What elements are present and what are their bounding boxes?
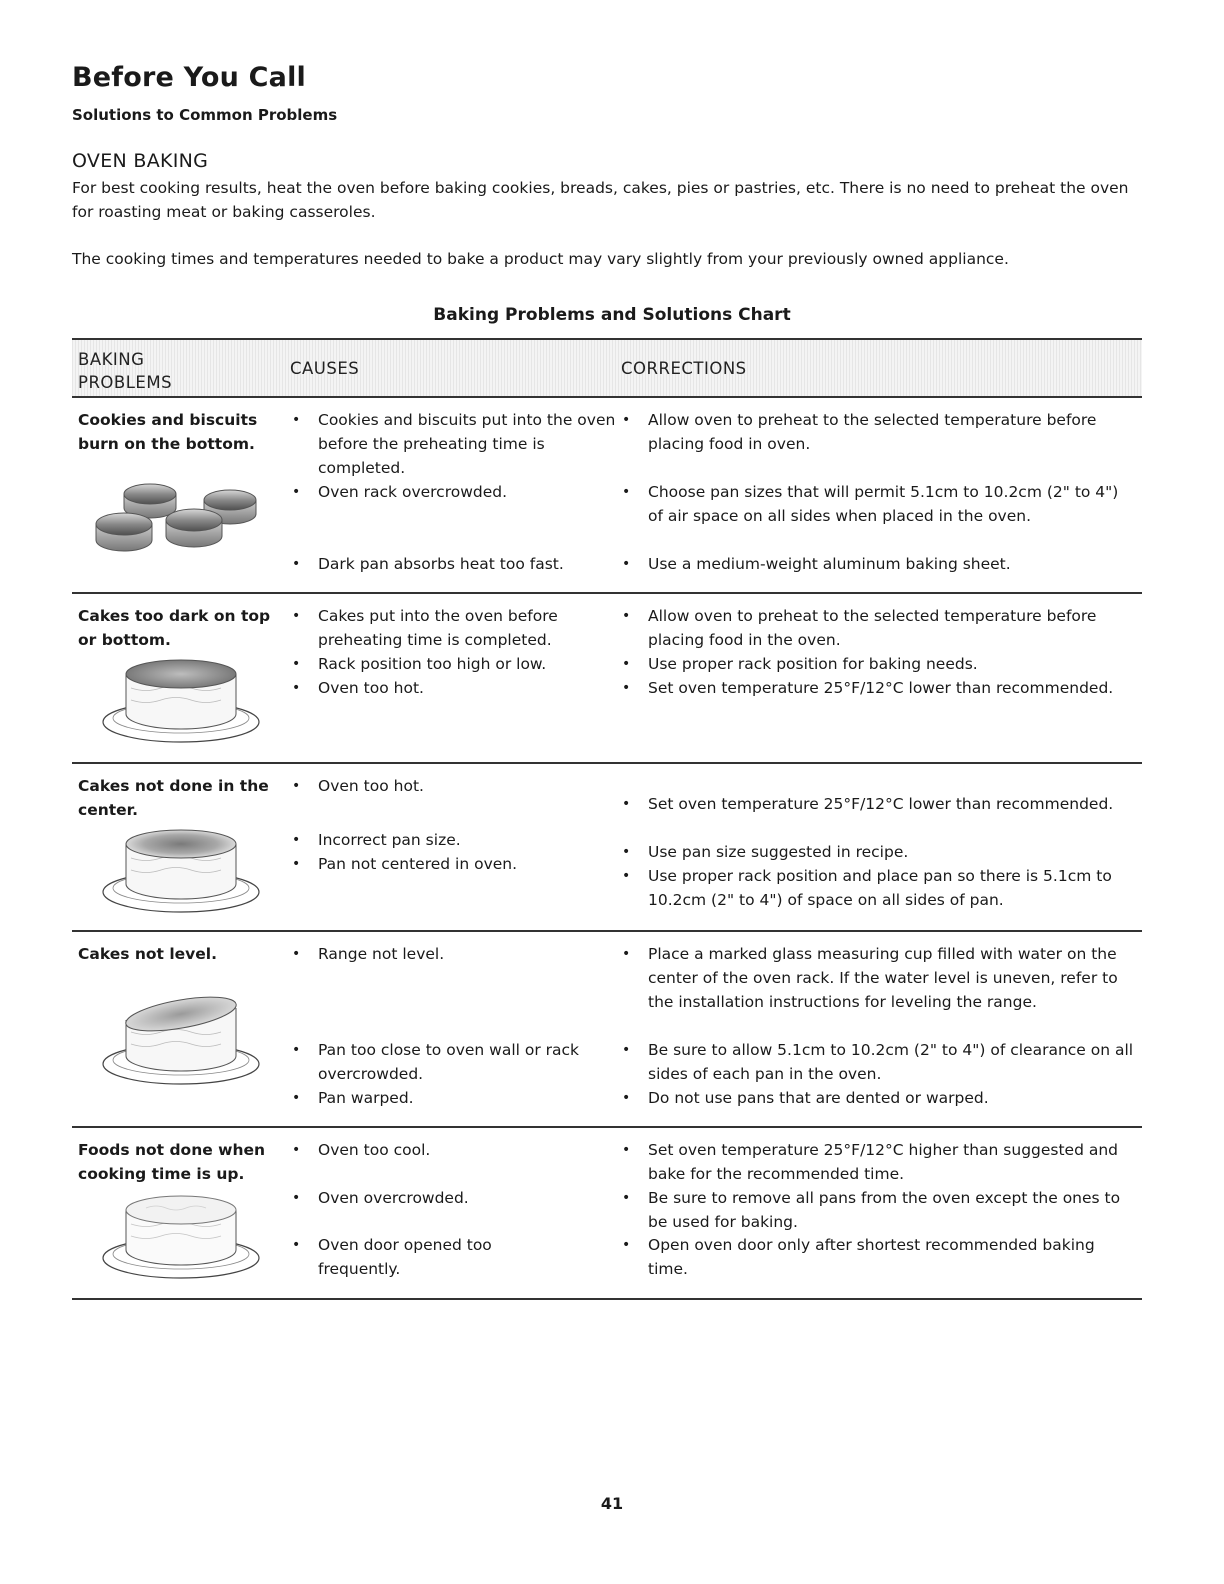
cause-item: Oven too hot. bbox=[318, 777, 424, 795]
problem-label: Cakes not level. bbox=[78, 945, 217, 963]
correction-item: Open oven door only after shortest recommended baking time. bbox=[648, 1236, 1095, 1278]
cause-item: Range not level. bbox=[318, 945, 445, 963]
table-row: Cakes not level. • Range not level. • Pan too close to oven wall or rack overcrowded. • Pan warped. • Place a marked glass measuring cup filled with water on the center of the oven rack. If the water level is uneven, refer to the installation instructions for leveling the range. • Be sure to allow 5.1cm to 10.2cm (2" to 4") of clearance on all sides of each pan in the oven. • Do not use pans that are dented or warped. bbox=[72, 932, 1142, 1128]
cause-item: Oven too hot. bbox=[318, 679, 424, 697]
correction-item: Allow oven to preheat to the selected temperature before placing food in oven. bbox=[648, 411, 1097, 453]
column-header-problems: BAKING PROBLEMS bbox=[78, 350, 173, 392]
cause-item: Pan not centered in oven. bbox=[318, 855, 518, 873]
correction-item: Set oven temperature 25°F/12°C lower than recommended. bbox=[648, 795, 1114, 813]
correction-item: Use proper rack position for baking needs. bbox=[648, 655, 978, 673]
cause-item: Incorrect pan size. bbox=[318, 831, 461, 849]
correction-item: Choose pan sizes that will permit 5.1cm to 10.2cm (2" to 4") of air space on all sides when placed in the oven. bbox=[648, 483, 1119, 525]
cause-item: Cakes put into the oven before preheating time is completed. bbox=[318, 607, 558, 649]
column-header-causes: CAUSES bbox=[290, 359, 360, 378]
table-header bbox=[72, 338, 1142, 398]
correction-item: Set oven temperature 25°F/12°C lower than recommended. bbox=[648, 679, 1114, 697]
correction-item: Use proper rack position and place pan so there is 5.1cm to 10.2cm (2" to 4") of space on all sides of pan. bbox=[648, 867, 1112, 909]
cause-item: Pan warped. bbox=[318, 1089, 414, 1107]
dark-top-cake-illustration bbox=[86, 658, 276, 748]
cause-item: Oven overcrowded. bbox=[318, 1189, 469, 1207]
correction-item: Use pan size suggested in recipe. bbox=[648, 843, 909, 861]
problem-label: Cakes too dark on top or bottom. bbox=[78, 607, 271, 649]
page-number: 41 bbox=[600, 1494, 624, 1513]
problem-label: Foods not done when cooking time is up. bbox=[78, 1141, 266, 1183]
section-heading: OVEN BAKING bbox=[72, 150, 209, 172]
table-row: Foods not done when cooking time is up. • Oven too cool. • Oven overcrowded. • Oven door opened too frequently. • Set oven temperature 25°F/12°C higher than suggested and bake for the recommended time. • Be sure to remove all pans from the oven except the ones to be used for baking. • Open oven door only after shortest recommended baking time. bbox=[72, 1128, 1142, 1300]
cause-item: Oven rack overcrowded. bbox=[318, 483, 508, 501]
cause-item: Rack position too high or low. bbox=[318, 655, 547, 673]
cause-item: Dark pan absorbs heat too fast. bbox=[318, 555, 564, 573]
cause-item: Oven too cool. bbox=[318, 1141, 431, 1159]
table-row: Cakes not done in the center. • Oven too hot. • Incorrect pan size. • Pan not centered in oven. • Set oven temperature 25°F/12°C lower than recommended. • Use pan size suggested in recipe. • Use proper rack position and place pan so there is 5.1cm to 10.2cm (2" to 4") of space on all sides of pan. bbox=[72, 764, 1142, 932]
cause-item: Pan too close to oven wall or rack overcrowded. bbox=[318, 1041, 580, 1083]
tilted-cake-illustration bbox=[86, 994, 276, 1090]
correction-item: Do not use pans that are dented or warped. bbox=[648, 1089, 989, 1107]
correction-item: Place a marked glass measuring cup filled with water on the center of the oven rack. If the water level is uneven, refer to the installation instructions for leveling the range. bbox=[648, 945, 1118, 1011]
page-title: Before You Call bbox=[72, 62, 307, 93]
page-subtitle: Solutions to Common Problems bbox=[72, 106, 338, 124]
cause-item: Cookies and biscuits put into the oven before the preheating time is completed. bbox=[318, 411, 616, 477]
correction-item: Allow oven to preheat to the selected temperature before placing food in the oven. bbox=[648, 607, 1097, 649]
correction-item: Be sure to allow 5.1cm to 10.2cm (2" to 4") of clearance on all sides of each pan in the oven. bbox=[648, 1041, 1134, 1083]
problem-label: Cakes not done in the center. bbox=[78, 777, 269, 819]
baking-problems-table bbox=[72, 338, 1142, 1300]
column-header-corrections: CORRECTIONS bbox=[621, 359, 747, 378]
chart-title: Baking Problems and Solutions Chart bbox=[433, 305, 791, 325]
cookies-illustration bbox=[86, 480, 276, 566]
correction-item: Use a medium-weight aluminum baking sheet. bbox=[648, 555, 1011, 573]
pale-cake-illustration bbox=[86, 1192, 276, 1284]
undone-center-cake-illustration bbox=[86, 828, 276, 918]
table-row: Cookies and biscuits burn on the bottom. • Cookies and biscuits put into the oven before the preheating time is completed. • Oven rack overcrowded. • Dark pan absorbs heat too fast. • Allow oven to preheat to the selected temperature before placing food in oven. • Choose pan sizes that will permit 5.1cm to 10.2cm (2" to 4") of air space on all sides when placed in the oven. • Use a medium-weight aluminum baking sheet. bbox=[72, 398, 1142, 594]
problem-label: Cookies and biscuits burn on the bottom. bbox=[78, 411, 258, 453]
correction-item: Be sure to remove all pans from the oven except the ones to be used for baking. bbox=[648, 1189, 1121, 1231]
table-row: Cakes too dark on top or bottom. • Cakes put into the oven before preheating time is completed. • Rack position too high or low. • Oven too hot. • Allow oven to preheat to the selected temperature before placing food in the oven. • Use proper rack position for baking needs. • Set oven temperature 25°F/12°C lower than recommended. bbox=[72, 594, 1142, 764]
cause-item: Oven door opened too frequently. bbox=[318, 1236, 492, 1278]
note-paragraph: The cooking times and temperatures needed to bake a product may vary slightly from your previously owned appliance. bbox=[72, 250, 1009, 268]
intro-paragraph: For best cooking results, heat the oven before baking cookies, breads, cakes, pies or pastries, etc. There is no need to preheat the oven for roasting meat or baking casseroles. bbox=[72, 179, 1129, 221]
correction-item: Set oven temperature 25°F/12°C higher than suggested and bake for the recommended time. bbox=[648, 1141, 1119, 1183]
